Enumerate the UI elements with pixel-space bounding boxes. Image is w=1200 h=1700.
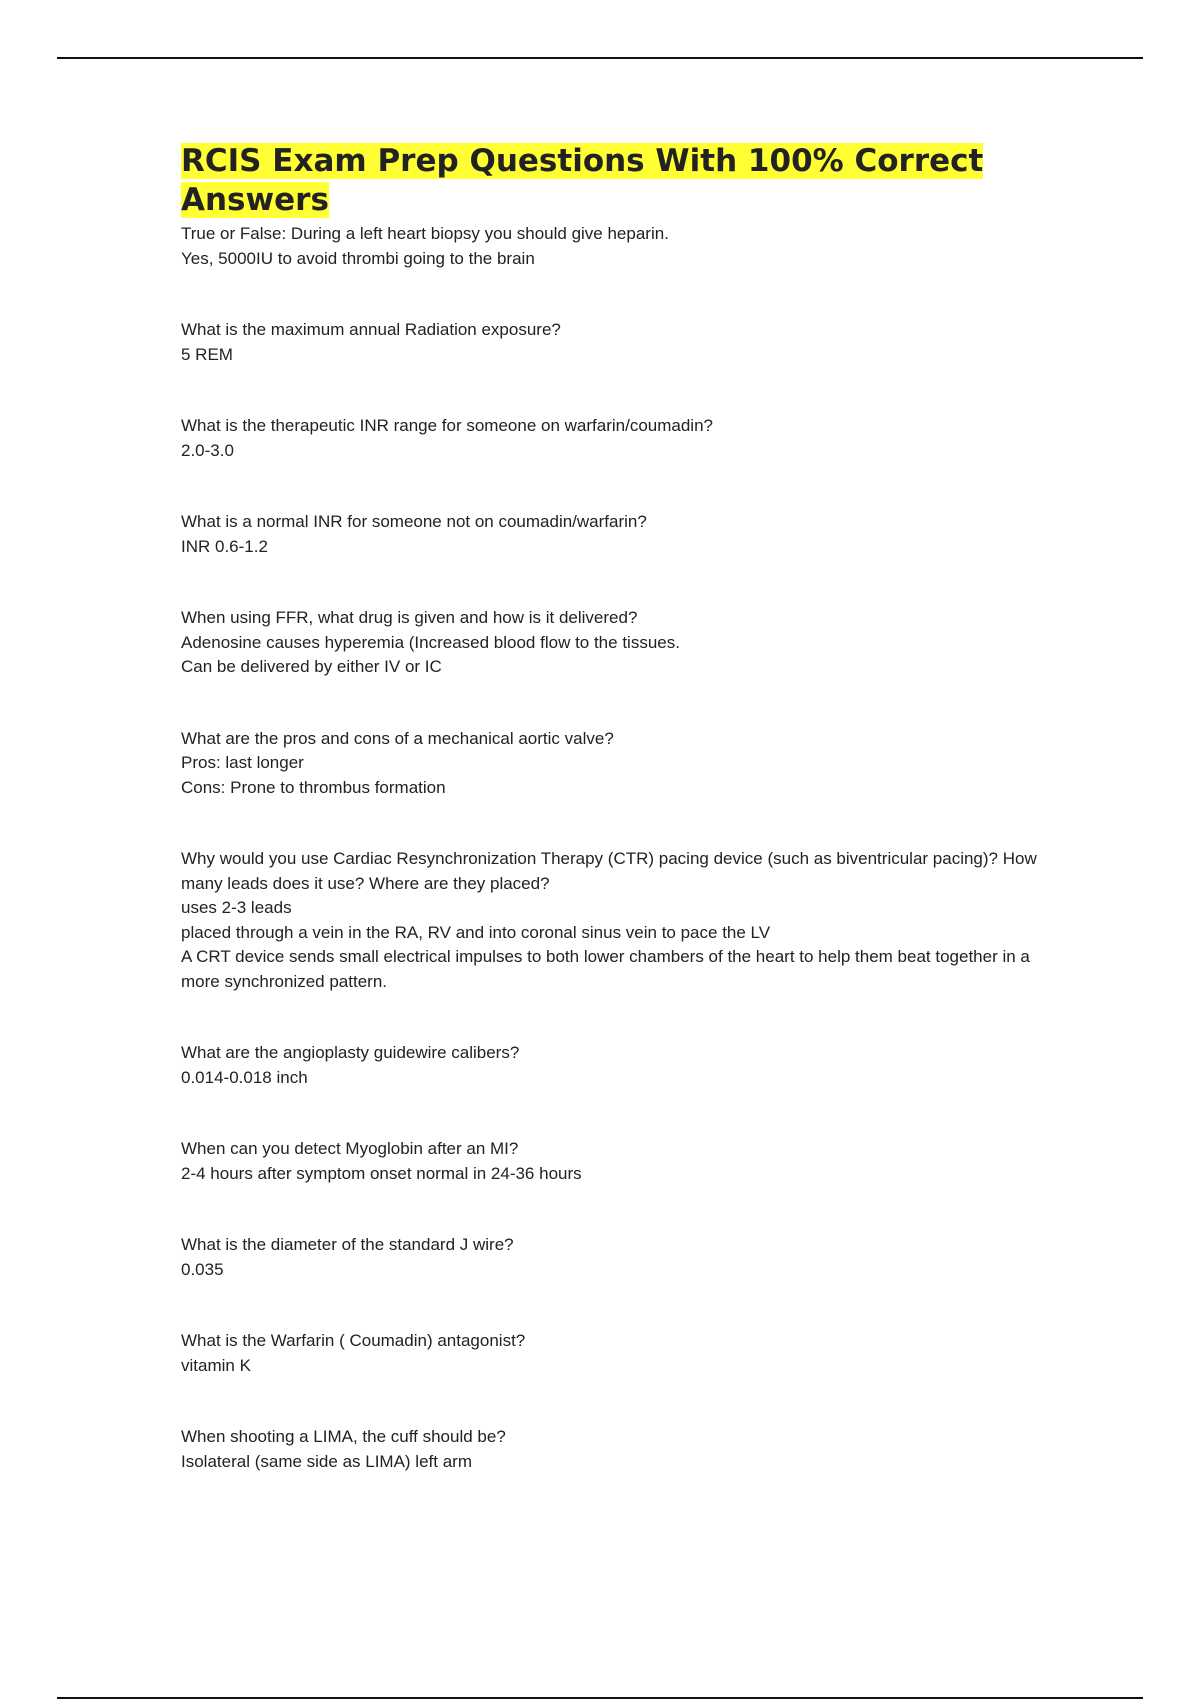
qa-item bbox=[181, 414, 1061, 463]
qa-list bbox=[181, 222, 1061, 1474]
answer-text: Pros: last longer bbox=[181, 753, 304, 772]
qa-item bbox=[181, 1137, 1061, 1186]
qa-item bbox=[181, 510, 1061, 559]
qa-item bbox=[181, 1329, 1061, 1378]
question-text: What are the pros and cons of a mechanical aortic valve? bbox=[181, 728, 614, 748]
question-text: When shooting a LIMA, the cuff should be? bbox=[181, 1427, 506, 1446]
answer-text: vitamin K bbox=[181, 1355, 251, 1375]
question-text: When using FFR, what drug is given and how is it delivered? bbox=[181, 608, 638, 627]
document-title bbox=[181, 142, 1061, 220]
answer-text: A CRT device sends small electrical impulses to both lower chambers of the heart to help them beat together in a more synchronized pattern. bbox=[181, 947, 1030, 991]
top-rule bbox=[57, 57, 1143, 59]
question-text: What is a normal INR for someone not on coumadin/warfarin? bbox=[181, 512, 647, 531]
question-text: True or False: During a left heart biopsy you should give heparin. bbox=[181, 224, 669, 243]
answer-text: 2-4 hours after symptom onset normal in 24-36 hours bbox=[181, 1163, 582, 1183]
answer-text: Can be delivered by either IV or IC bbox=[181, 657, 442, 676]
qa-item bbox=[181, 1041, 1061, 1090]
answer-text: placed through a vein in the RA, RV and into coronal sinus vein to pace the LV bbox=[181, 922, 771, 942]
answer-text: Cons: Prone to thrombus formation bbox=[181, 777, 446, 797]
answer-text: 5 REM bbox=[181, 344, 233, 364]
title-highlight: RCIS Exam Prep Questions With 100% Correct Answers bbox=[181, 143, 984, 218]
answer-text: 0.014-0.018 inch bbox=[181, 1067, 308, 1087]
answer-text: 2.0-3.0 bbox=[181, 440, 234, 460]
question-text: Why would you use Cardiac Resynchronization Therapy (CTR) pacing device (such as biventricular pacing)? How many leads does it use? Where are they placed? bbox=[181, 849, 1037, 893]
answer-text: Adenosine causes hyperemia (Increased blood flow to the tissues. bbox=[181, 632, 680, 652]
qa-item bbox=[181, 318, 1061, 367]
answer-text: uses 2-3 leads bbox=[181, 898, 292, 917]
answer-text: Isolateral (same side as LIMA) left arm bbox=[181, 1451, 472, 1471]
qa-item bbox=[181, 847, 1061, 994]
question-text: What is the therapeutic INR range for someone on warfarin/coumadin? bbox=[181, 416, 713, 435]
question-text: What is the Warfarin ( Coumadin) antagonist? bbox=[181, 1331, 526, 1350]
qa-item bbox=[181, 606, 1061, 680]
qa-item bbox=[181, 1233, 1061, 1282]
qa-item bbox=[181, 727, 1061, 801]
answer-text: 0.035 bbox=[181, 1259, 224, 1279]
answer-text: Yes, 5000IU to avoid thrombi going to the brain bbox=[181, 248, 535, 268]
question-text: When can you detect Myoglobin after an MI? bbox=[181, 1139, 519, 1158]
question-text: What are the angioplasty guidewire calibers? bbox=[181, 1043, 520, 1062]
qa-item bbox=[181, 222, 1061, 271]
document-body bbox=[181, 142, 1061, 1521]
bottom-rule bbox=[57, 1697, 1143, 1699]
question-text: What is the maximum annual Radiation exposure? bbox=[181, 320, 561, 339]
answer-text: INR 0.6-1.2 bbox=[181, 536, 268, 556]
question-text: What is the diameter of the standard J wire? bbox=[181, 1235, 514, 1254]
qa-item bbox=[181, 1425, 1061, 1474]
